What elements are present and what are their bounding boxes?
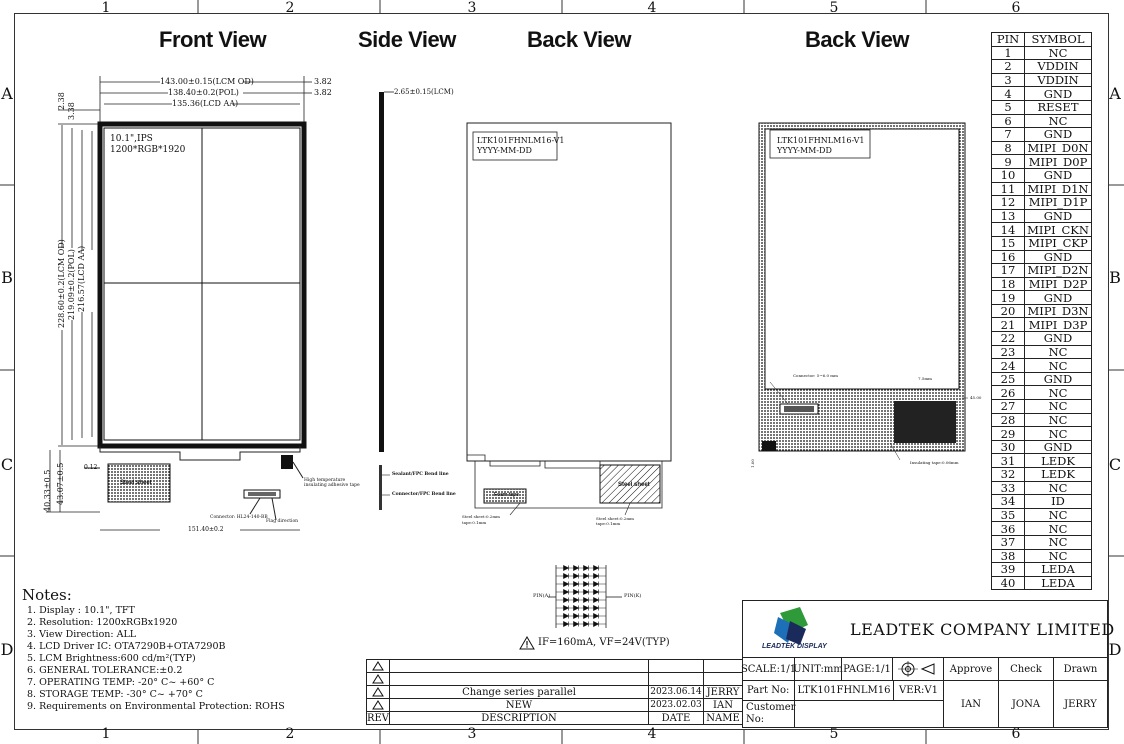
led-diode-icon <box>564 606 569 611</box>
check-header: Check <box>998 657 1054 681</box>
back1-steel-note-left2: tape:0.1mm <box>462 520 487 525</box>
back2-tape-note: 7.5mm <box>918 376 932 381</box>
back1-steel-note-right: Steel sheet:0.2mm <box>596 516 634 521</box>
pin-symbol: ID <box>1025 495 1092 509</box>
led-rows <box>556 566 606 627</box>
pin-symbol: GND <box>1025 291 1092 305</box>
dim-height-aa: 216.57(LCD AA) <box>77 245 86 312</box>
front-view-title: Front View <box>159 27 267 52</box>
pin-symbol: MIPI_CKP <box>1025 236 1092 250</box>
front-flag-note: Flag direction <box>266 519 299 524</box>
pin-row <box>992 291 1092 305</box>
pin-row <box>992 223 1092 237</box>
pin-row <box>992 318 1092 332</box>
pin-row <box>992 535 1092 549</box>
zone-col-3: 3 <box>467 0 477 16</box>
dim-height-pol: 219.09±0.2(POL) <box>67 249 76 320</box>
pin-table <box>991 32 1092 590</box>
pin-row <box>992 345 1092 359</box>
front-connector-note: Connector: HL24-140-BB <box>210 515 268 520</box>
pin-number: 20 <box>992 304 1025 318</box>
rev-header-date: DATE <box>648 711 704 725</box>
rev-date-2: 2023.02.03 <box>648 698 704 712</box>
approve-header: Approve <box>943 657 999 681</box>
back1-steel-note-left: Steel sheet:0.2mm <box>462 514 500 519</box>
pin-header: PIN <box>992 33 1025 47</box>
zone-col-3-b: 3 <box>467 726 477 742</box>
pin-number: 33 <box>992 481 1025 495</box>
warning-icon <box>519 636 535 650</box>
rev-name-1: JERRY <box>703 685 743 699</box>
pin-row <box>992 46 1092 60</box>
led-diode-icon <box>584 606 589 611</box>
pin-number: 40 <box>992 576 1025 590</box>
led-diode-icon <box>574 582 579 587</box>
zone-col-4-b: 4 <box>647 726 657 742</box>
led-diode-icon <box>574 622 579 627</box>
pin-number: 17 <box>992 264 1025 278</box>
pin-number: 11 <box>992 182 1025 196</box>
pin-symbol: MIPI_D2N <box>1025 264 1092 278</box>
pin-row <box>992 128 1092 142</box>
zone-row-c-r: C <box>1108 455 1122 474</box>
pin-row <box>992 168 1092 182</box>
pin-number: 24 <box>992 359 1025 373</box>
pin-number: 34 <box>992 495 1025 509</box>
zone-col-5-b: 5 <box>829 726 839 742</box>
pin-symbol: GND <box>1025 332 1092 346</box>
rev-blank-2 <box>389 672 649 686</box>
pin-row <box>992 100 1092 114</box>
dim-width-pol: 138.40±0.2(POL) <box>168 88 239 97</box>
pin-row <box>992 508 1092 522</box>
pin-symbol: NC <box>1025 522 1092 536</box>
pin-row <box>992 209 1092 223</box>
pin-symbol: MIPI_D0P <box>1025 155 1092 169</box>
panel-resolution-label: 1200*RGB*1920 <box>110 145 186 155</box>
pin-number: 35 <box>992 508 1025 522</box>
pin-symbol: GND <box>1025 128 1092 142</box>
part-no-label: Part No: <box>742 680 795 701</box>
rev-blank-1-name <box>703 659 743 673</box>
pin-row <box>992 481 1092 495</box>
pin-symbol: GND <box>1025 209 1092 223</box>
pin-symbol: GND <box>1025 168 1092 182</box>
pin-symbol: VDDIN <box>1025 73 1092 87</box>
panel-size-label: 10.1",IPS <box>110 134 153 144</box>
zone-row-b-r: B <box>1109 268 1121 287</box>
led-diode-icon <box>584 622 589 627</box>
pin-number: 14 <box>992 223 1025 237</box>
pin-row <box>992 236 1092 250</box>
dim-height-lcm: 228.60±0.2(LCM OD) <box>57 239 66 328</box>
pin-row <box>992 60 1092 74</box>
zone-row-a: A <box>1 84 13 103</box>
note-item: 9. Requirements on Environmental Protection: ROHS <box>27 701 285 712</box>
zone-col-2-b: 2 <box>285 726 295 742</box>
led-diode-icon <box>574 590 579 595</box>
pin-number: 2 <box>992 60 1025 74</box>
led-diode-icon <box>564 590 569 595</box>
led-right-label: PIN(K) <box>624 593 642 599</box>
pin-number: 36 <box>992 522 1025 536</box>
pin-symbol: NC <box>1025 427 1092 441</box>
pin-row <box>992 141 1092 155</box>
dim-bottom-1: 40.33±0.5 <box>43 469 52 512</box>
pin-row <box>992 332 1092 346</box>
pin-number: 22 <box>992 332 1025 346</box>
pin-row <box>992 440 1092 454</box>
pin-symbol: MIPI_D1N <box>1025 182 1092 196</box>
back2-insulating-note: Insulating tape:0.06mm <box>910 460 959 465</box>
led-diode-icon <box>584 598 589 603</box>
note-item: 8. STORAGE TEMP: -30° C~ +70° C <box>27 689 203 700</box>
projection-symbol-icon <box>896 661 940 677</box>
back2-label-line2: YYYY-MM-DD <box>777 146 832 155</box>
pin-symbol: NC <box>1025 400 1092 414</box>
pin-row <box>992 87 1092 101</box>
scale-cell: SCALE:1/1 <box>742 657 795 681</box>
pin-symbol: MIPI_D3N <box>1025 304 1092 318</box>
pin-number: 21 <box>992 318 1025 332</box>
pin-number: 39 <box>992 563 1025 577</box>
check-name: JONA <box>998 680 1054 728</box>
drawn-name: JERRY <box>1053 680 1108 728</box>
pin-symbol: NC <box>1025 345 1092 359</box>
notes-title: Notes: <box>22 586 72 604</box>
rev-icon-2 <box>366 698 390 712</box>
rev-date-1: 2023.06.14 <box>648 685 704 699</box>
back-view-2-title: Back View <box>805 27 909 52</box>
back-view-title: Back View <box>527 27 631 52</box>
pin-symbol: NC <box>1025 508 1092 522</box>
dim-bottom-2: 43.07±0.5 <box>56 462 65 505</box>
pin-symbol: LEDK <box>1025 454 1092 468</box>
pin-number: 9 <box>992 155 1025 169</box>
pin-row <box>992 155 1092 169</box>
pin-row <box>992 576 1092 590</box>
rev-header-desc: DESCRIPTION <box>389 711 649 725</box>
pin-symbol: MIPI_D2P <box>1025 277 1092 291</box>
pin-symbol: NC <box>1025 535 1092 549</box>
pin-table-body <box>992 46 1092 590</box>
back1-label-line1: LTK101FHNLM16-V1 <box>477 136 565 145</box>
pin-number: 13 <box>992 209 1025 223</box>
pin-symbol: VDDIN <box>1025 60 1092 74</box>
pin-symbol: GND <box>1025 87 1092 101</box>
pin-symbol: NC <box>1025 549 1092 563</box>
pin-number: 4 <box>992 87 1025 101</box>
pin-row <box>992 563 1092 577</box>
zone-row-c: C <box>0 455 14 474</box>
symbol-header: SYMBOL <box>1025 33 1092 47</box>
pin-number: 31 <box>992 454 1025 468</box>
note-item: 2. Resolution: 1200xRGBx1920 <box>27 617 178 628</box>
zone-col-1-b: 1 <box>101 726 111 742</box>
dim-right-2: 3.82 <box>314 88 332 97</box>
pin-row <box>992 549 1092 563</box>
zone-col-5: 5 <box>829 0 839 16</box>
rev-blank-2-name <box>703 672 743 686</box>
led-diode-icon <box>574 598 579 603</box>
logo-text: LEADTEK DISPLAY <box>762 643 827 650</box>
led-diode-icon <box>594 590 599 595</box>
led-diode-icon <box>594 574 599 579</box>
back-view-2-drawing <box>740 110 980 470</box>
zone-col-1: 1 <box>101 0 111 16</box>
rev-blank-icon-1 <box>366 659 390 673</box>
zone-row-b: B <box>1 268 13 287</box>
front-steel-label: Steel sheet <box>120 480 152 486</box>
zone-col-6-b: 6 <box>1011 726 1021 742</box>
zone-col-2: 2 <box>285 0 295 16</box>
back1-steel-label: Steel sheet <box>618 482 650 488</box>
rev-blank-icon-2 <box>366 672 390 686</box>
pin-row <box>992 264 1092 278</box>
back2-connector-note: Connector: 5~6.0 mm <box>793 373 838 378</box>
side-note-2: Connector/FPC Bend line <box>392 492 456 497</box>
dim-bottom-total: 151.40±0.2 <box>188 526 224 533</box>
pin-number: 28 <box>992 413 1025 427</box>
pin-row <box>992 468 1092 482</box>
note-item: 3. View Direction: ALL <box>27 629 137 640</box>
pin-number: 37 <box>992 535 1025 549</box>
pin-number: 5 <box>992 100 1025 114</box>
pin-number: 23 <box>992 345 1025 359</box>
pin-row <box>992 372 1092 386</box>
pin-symbol: MIPI_D0N <box>1025 141 1092 155</box>
led-diode-icon <box>564 614 569 619</box>
dim-top-2: 3.38 <box>67 102 76 120</box>
rev-name-2: IAN <box>703 698 743 712</box>
dim-right-1: 3.82 <box>314 77 332 86</box>
zone-col-4: 4 <box>647 0 657 16</box>
pin-row <box>992 73 1092 87</box>
rev-blank-1 <box>389 659 649 673</box>
pin-row <box>992 522 1092 536</box>
pin-row <box>992 114 1092 128</box>
pin-number: 16 <box>992 250 1025 264</box>
pin-row <box>992 304 1092 318</box>
led-diode-icon <box>564 582 569 587</box>
page-cell: PAGE:1/1 <box>841 657 893 681</box>
pin-symbol: NC <box>1025 481 1092 495</box>
led-diode-icon <box>574 566 579 571</box>
pin-symbol: LEDA <box>1025 576 1092 590</box>
approve-name: IAN <box>943 680 999 728</box>
side-view-title: Side View <box>358 27 456 52</box>
zone-row-d: D <box>0 640 14 659</box>
pin-number: 8 <box>992 141 1025 155</box>
pin-symbol: LEDK <box>1025 468 1092 482</box>
unit-cell: UNIT:mm <box>794 657 842 681</box>
pin-row <box>992 196 1092 210</box>
led-left-label: PIN(A) <box>533 593 551 599</box>
zone-row-a-r: A <box>1109 84 1121 103</box>
back2-label-line1: LTK101FHNLM16-V1 <box>777 136 865 145</box>
pin-symbol: LEDA <box>1025 563 1092 577</box>
side-note-1: Sealant/FPC Bend line <box>392 472 449 477</box>
rev-header-name: NAME <box>703 711 743 725</box>
projection-cell <box>892 657 944 681</box>
pin-symbol: RESET <box>1025 100 1092 114</box>
led-diode-icon <box>574 574 579 579</box>
back1-foam-label: Foam tape <box>494 492 520 498</box>
led-diode-icon <box>564 566 569 571</box>
pin-row <box>992 495 1092 509</box>
led-diode-icon <box>594 566 599 571</box>
led-caption: IF=160mA, VF=24V(TYP) <box>538 637 670 648</box>
pin-number: 6 <box>992 114 1025 128</box>
pin-symbol: GND <box>1025 372 1092 386</box>
note-item: 7. OPERATING TEMP: -20° C~ +60° C <box>27 677 215 688</box>
back2-dim-right: 45.00 <box>970 395 982 400</box>
led-diode-icon <box>584 614 589 619</box>
led-diode-icon <box>564 598 569 603</box>
pin-row <box>992 359 1092 373</box>
pin-number: 30 <box>992 440 1025 454</box>
pin-number: 32 <box>992 468 1025 482</box>
led-diode-icon <box>574 614 579 619</box>
pin-number: 1 <box>992 46 1025 60</box>
pin-row <box>992 386 1092 400</box>
pin-symbol: NC <box>1025 359 1092 373</box>
pin-row <box>992 182 1092 196</box>
note-item: 6. GENERAL TOLERANCE:±0.2 <box>27 665 183 676</box>
pin-number: 27 <box>992 400 1025 414</box>
side-thickness: 2.65±0.15(LCM) <box>394 88 454 96</box>
pin-number: 19 <box>992 291 1025 305</box>
rev-desc-2: NEW <box>389 698 649 712</box>
rev-desc-1: Change series parallel <box>389 685 649 699</box>
pin-row <box>992 454 1092 468</box>
dim-small: 0.12 <box>84 464 98 471</box>
rev-icon-1 <box>366 685 390 699</box>
back-view-1-drawing <box>450 110 680 530</box>
led-diode-icon <box>584 590 589 595</box>
pin-symbol: NC <box>1025 413 1092 427</box>
pin-symbol: MIPI_D3P <box>1025 318 1092 332</box>
pin-symbol: NC <box>1025 386 1092 400</box>
led-diode-icon <box>574 606 579 611</box>
rev-blank-1-date <box>648 659 704 673</box>
pin-row <box>992 400 1092 414</box>
pin-number: 29 <box>992 427 1025 441</box>
pin-number: 25 <box>992 372 1025 386</box>
drawn-header: Drawn <box>1053 657 1108 681</box>
pin-symbol: MIPI_CKN <box>1025 223 1092 237</box>
pin-row <box>992 250 1092 264</box>
company-name: LEADTEK COMPANY LIMITED <box>850 620 1115 639</box>
dim-top-1: 2.38 <box>57 92 66 110</box>
led-diode-icon <box>584 566 589 571</box>
led-diode-icon <box>594 614 599 619</box>
led-diode-icon <box>594 622 599 627</box>
led-diode-icon <box>564 574 569 579</box>
pin-number: 18 <box>992 277 1025 291</box>
ver-cell: VER:V1 <box>893 680 944 701</box>
led-diode-icon <box>584 574 589 579</box>
pin-number: 7 <box>992 128 1025 142</box>
led-diode-icon <box>594 582 599 587</box>
pin-row <box>992 427 1092 441</box>
rev-blank-2-date <box>648 672 704 686</box>
pin-number: 12 <box>992 196 1025 210</box>
zone-col-6: 6 <box>1011 0 1021 16</box>
pin-symbol: GND <box>1025 250 1092 264</box>
pin-number: 15 <box>992 236 1025 250</box>
led-diode-icon <box>594 606 599 611</box>
note-item: 4. LCD Driver IC: OTA7290B+OTA7290B <box>27 641 226 652</box>
zone-row-d-r: D <box>1108 640 1122 659</box>
front-hi-temp-note: High temperature insulating adhesive tape <box>304 478 360 488</box>
led-diode-icon <box>584 582 589 587</box>
note-item: 1. Display : 10.1", TFT <box>27 605 135 616</box>
back1-label-line2: YYYY-MM-DD <box>477 146 532 155</box>
led-diode-icon <box>564 622 569 627</box>
led-diode-icon <box>594 598 599 603</box>
note-item: 5. LCM Brightness:600 cd/m²(TYP) <box>27 653 196 664</box>
dim-width-lcm: 143.00±0.15(LCM OD) <box>160 77 254 86</box>
pin-number: 38 <box>992 549 1025 563</box>
pin-symbol: NC <box>1025 46 1092 60</box>
customer-no-label: Customer No: <box>742 700 795 728</box>
rev-header-rev: REV <box>366 712 390 724</box>
back1-steel-note-right2: tape:0.1mm <box>596 521 621 526</box>
pin-row <box>992 413 1092 427</box>
dim-width-aa: 135.36(LCD AA) <box>172 99 239 108</box>
pin-number: 10 <box>992 168 1025 182</box>
pin-number: 26 <box>992 386 1025 400</box>
pin-row <box>992 277 1092 291</box>
pin-symbol: GND <box>1025 440 1092 454</box>
back2-dim-left: 1.00 <box>750 459 755 468</box>
pin-number: 3 <box>992 73 1025 87</box>
part-no-value: LTK101FHNLM16 <box>794 680 894 701</box>
pin-symbol: MIPI_D1P <box>1025 196 1092 210</box>
customer-no-value <box>794 700 944 728</box>
pin-symbol: NC <box>1025 114 1092 128</box>
